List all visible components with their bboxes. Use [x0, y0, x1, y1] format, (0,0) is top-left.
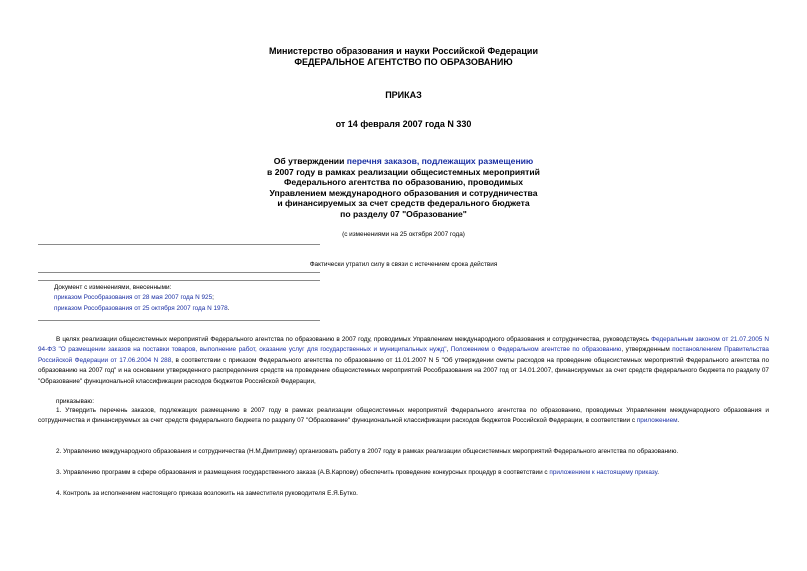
- document-title: [0, 156, 807, 219]
- status-note: Фактически утратил силу в связи с истечением срока действия: [309, 261, 498, 268]
- order-item-2: 2. Управлению международного образования и сотрудничества (Н.М.Дмитриеву) организовать работу в 2007 году в рамках реализации общесистемных мероприятий Федерального агентства по образованию.: [56, 448, 679, 455]
- document-type: ПРИКАЗ: [385, 90, 422, 100]
- order-word: приказываю:: [56, 398, 94, 405]
- government-resolution-288-link[interactable]: постановлением Правительства Российской Федерации от 17.06.2004 N 288: [38, 346, 769, 364]
- divider: [38, 272, 320, 273]
- changes-block: [54, 283, 334, 314]
- federal-law-94-link[interactable]: Федеральным законом от 21.07.2005 N 94-ФЗ "О размещении заказов на поставки товаров, выполнение работ, оказание услуг для государственных и муниципальных нужд": [38, 336, 769, 354]
- divider: [38, 244, 320, 245]
- appendix-to-order-link[interactable]: приложением к настоящему приказу: [549, 469, 658, 476]
- divider: [38, 280, 320, 281]
- agency-regulation-link[interactable]: Положением о Федеральном агентстве по образованию: [450, 346, 622, 354]
- title-line-6: по разделу 07 "Образование": [340, 208, 467, 219]
- order-item-1: 1. Утвердить перечень заказов, подлежащих размещению в 2007 году в рамках реализации общесистемных мероприятий Федерального агентства по образованию, проводимых Управлением международного образования и сотрудничества и финансируемых за счет средств федерального бюджета по разделу 07 "Образование" функциональной классификации расходов бюджетов Российской Федерации, в соответствии с приложением.: [38, 407, 769, 425]
- title-line-3: Федерального агентства по образованию, проводимых: [284, 177, 523, 187]
- changes-item-1: приказом Рособразования от 28 мая 2007 года N 925;: [54, 294, 214, 302]
- title-line-4: Управлением международного образования и сотрудничества: [269, 187, 538, 198]
- agency-name: ФЕДЕРАЛЬНОЕ АГЕНТСТВО ПО ОБРАЗОВАНИЮ: [294, 57, 513, 67]
- title-list-link[interactable]: перечня заказов, подлежащих размещению: [346, 156, 534, 166]
- title-line-5: и финансируемых за счет средств федерального бюджета: [277, 198, 530, 208]
- changes-item-2: приказом Рособразования от 25 октября 2007 года N 1978.: [54, 304, 230, 312]
- change-order-1978-link[interactable]: приказом Рособразования от 25 октября 2007 года N 1978: [54, 304, 228, 312]
- order-item-4: 4. Контроль за исполнением настоящего приказа возложить на заместителя руководителя Е.Я.Бутко.: [56, 490, 358, 497]
- ministry-name: Министерство образования и науки Российской Федерации: [269, 46, 538, 56]
- changes-label: Документ с изменениями, внесенными:: [54, 284, 172, 291]
- title-line-2: в 2007 году в рамках реализации общесистемных мероприятий: [267, 166, 540, 177]
- change-order-925-link[interactable]: приказом Рособразования от 28 мая 2007 года N 925: [54, 294, 213, 302]
- preamble-paragraph: В целях реализации общесистемных мероприятий Федерального агентства по образованию в 2007 году, проводимых Управлением международного образования и сотрудничества, руководствуясь Федеральным законом от 21.07.2005 N 94-ФЗ "О размещении заказов на поставки товаров, выполнение работ, оказание услуг для государственных и муниципальных нужд", Положением о Федеральном агентстве по образованию, утвержденным постановлением Правительства Российской Федерации от 17.06.2004 N 288, в соответствии с приказом Федерального агентства по образованию от 11.01.2007 N 5 "Об утверждении сметы расходов на проведение общесистемных мероприятий Федерального агентства по образованию на 2007 год" и на основании утвержденного распределения средств на проведение общесистемных мероприятий Рособразования на 2007 год от 14.01.2007, финансируемых за счет средств федерального бюджета по разделу 07 "Образование" функциональной классификации расходов бюджетов Российской Федерации,: [38, 336, 769, 385]
- order-item-3: 3. Управлению программ в сфере образования и размещения государственного заказа (А.В.Карпову) обеспечить проведение конкурсных процедур в соответствии с приложением к настоящему приказу.: [56, 469, 660, 476]
- title-prefix: Об утверждении: [273, 156, 347, 166]
- amendment-note: (с изменениями на 25 октября 2007 года): [342, 231, 465, 238]
- document-date-number: от 14 февраля 2007 года N 330: [335, 119, 472, 129]
- divider: [38, 320, 320, 321]
- title-line-1: [0, 156, 807, 167]
- appendix-link[interactable]: приложением: [636, 417, 678, 425]
